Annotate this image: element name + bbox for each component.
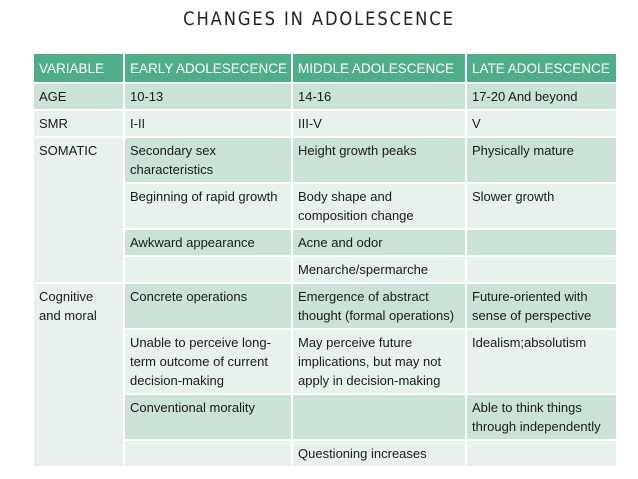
cell-late: 17-20 And beyond bbox=[466, 83, 617, 110]
cell-late: Physically mature bbox=[466, 137, 617, 183]
cell-late: Idealism;absolutism bbox=[466, 329, 617, 394]
cell-early: Concrete operations bbox=[124, 283, 292, 329]
cell-late bbox=[466, 229, 617, 256]
table-row-somatic-1 bbox=[33, 137, 617, 183]
header-early: EARLY ADOLESECENCE bbox=[124, 53, 292, 83]
adolescence-table bbox=[32, 52, 618, 468]
cell-early: 10-13 bbox=[124, 83, 292, 110]
cell-middle: III-V bbox=[292, 110, 466, 137]
cell-early: Beginning of rapid growth bbox=[124, 183, 292, 229]
cell-middle: Acne and odor bbox=[292, 229, 466, 256]
cell-middle bbox=[292, 394, 466, 440]
header-variable: VARIABLE bbox=[33, 53, 124, 83]
header-middle: MIDDLE ADOLESCENCE bbox=[292, 53, 466, 83]
cell-middle: Emergence of abstract thought (formal operations) bbox=[292, 283, 466, 329]
cell-middle: May perceive future implications, but may not apply in decision-making bbox=[292, 329, 466, 394]
page-title: CHANGES IN ADOLESCENCE bbox=[183, 8, 455, 30]
table-row-smr bbox=[33, 110, 617, 137]
cell-early: I-II bbox=[124, 110, 292, 137]
cell-middle: 14-16 bbox=[292, 83, 466, 110]
cell-variable: AGE bbox=[33, 83, 124, 110]
cell-early: Unable to perceive long-term outcome of current decision-making bbox=[124, 329, 292, 394]
cell-middle: Menarche/spermarche bbox=[292, 256, 466, 283]
cell-late bbox=[466, 256, 617, 283]
cell-middle: Body shape and composition change bbox=[292, 183, 466, 229]
cell-early bbox=[124, 256, 292, 283]
table-row-age bbox=[33, 83, 617, 110]
cell-variable: SMR bbox=[33, 110, 124, 137]
cell-late: Future-oriented with sense of perspective bbox=[466, 283, 617, 329]
table-row-cognitive-1 bbox=[33, 283, 617, 329]
cell-early: Conventional morality bbox=[124, 394, 292, 440]
cell-middle: Questioning increases bbox=[292, 440, 466, 467]
cell-late: Slower growth bbox=[466, 183, 617, 229]
header-late: LATE ADOLESCENCE bbox=[466, 53, 617, 83]
cell-variable: SOMATIC bbox=[33, 137, 124, 283]
cell-variable: Cognitive and moral bbox=[33, 283, 124, 467]
cell-late bbox=[466, 440, 617, 467]
cell-late: V bbox=[466, 110, 617, 137]
cell-late: Able to think things through independently bbox=[466, 394, 617, 440]
cell-middle: Height growth peaks bbox=[292, 137, 466, 183]
cell-early: Awkward appearance bbox=[124, 229, 292, 256]
cell-early: Secondary sex characteristics bbox=[124, 137, 292, 183]
header-row bbox=[33, 53, 617, 83]
cell-early bbox=[124, 440, 292, 467]
